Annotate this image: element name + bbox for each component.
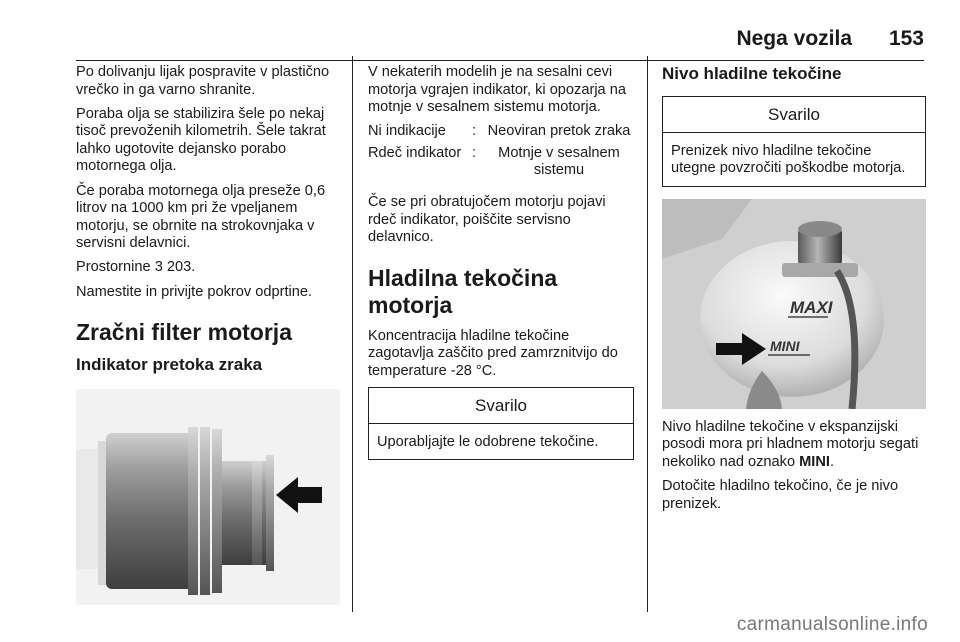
indicator-term: Rdeč indikator: [368, 144, 462, 161]
figure-airflow-indicator: [76, 389, 340, 605]
header-rule: [76, 60, 924, 61]
column-1: [76, 64, 340, 605]
header-title: Nega vozila: [736, 27, 852, 50]
column-divider-1: [352, 56, 353, 612]
watermark: carmanualsonline.info: [736, 614, 928, 635]
indicator-row: [368, 145, 634, 180]
paragraph-oil-limit: Če poraba motornega olja preseže 0,6 litrov na 1000 km pri že vpeljanem motorju, se obrnite na strokovnjaka v servisni delavnici.: [76, 182, 326, 252]
indicator-row: [368, 123, 634, 141]
paragraph-cap: Namestite in privijte pokrov odprtine.: [76, 283, 313, 300]
indicator-term: Ni indikacije: [368, 123, 446, 140]
warning-title: Svarilo: [369, 388, 633, 424]
label-min: MINI: [770, 337, 800, 354]
paragraph-red-indicator: Če se pri obratujočem motorju pojavi rdeč indikator, poiščite servisno delavnico.: [368, 194, 606, 246]
capacities-text: Prostornine: [76, 259, 155, 276]
indicator-meaning: Neoviran pretok zraka: [487, 123, 631, 140]
warning-body: Uporabljajte le odobrene tekočine.: [377, 433, 599, 450]
paragraph-indicator-intro: V nekaterih modelih je na sesalni cevi motorja vgrajen indikator, ki opozarja na motnje v sesalnem sistemu motorja.: [368, 64, 626, 116]
subheading-coolant-level: Nivo hladilne tekočine: [662, 64, 842, 83]
level-text-end: .: [829, 453, 834, 470]
page-reference-icon: 3: [154, 259, 163, 276]
heading-air-filter: Zračni filter motorja: [76, 319, 292, 346]
column-2: [368, 64, 634, 472]
warning-box-level: [662, 96, 926, 187]
paragraph-top-up: Dotočite hladilno tekočino, če je nivo prenizek.: [662, 478, 899, 512]
paragraph-level-instruction: [662, 419, 926, 472]
column-divider-2: [647, 56, 648, 612]
figure-coolant-reservoir: [662, 199, 926, 409]
capacities-page-ref[interactable]: 203.: [162, 259, 196, 276]
warning-body: Prenizek nivo hladilne tekočine utegne povzročiti poškodbe motorja.: [671, 142, 906, 177]
min-mark-label: MINI: [799, 453, 830, 470]
indicator-separator: :: [472, 144, 477, 161]
paragraph-oil-consumption: Poraba olja se stabilizira šele po nekaj tisoč prevoženih kilometrih. Šele takrat lahko ugotovite dejansko porabo motornega olja.: [76, 105, 326, 175]
indicator-separator: :: [472, 123, 477, 140]
label-max: MAXI: [790, 297, 833, 317]
column-3: [662, 64, 926, 520]
paragraph-capacities: [76, 259, 340, 277]
heading-coolant: Hladilna tekočina motorja: [368, 264, 558, 318]
indicator-meaning: Motnje v sesalnem sistemu: [498, 144, 620, 179]
paragraph-funnel: Po dolivanju lijak pospravite v plastično vrečko in ga varno shranite.: [76, 64, 330, 98]
level-text: Nivo hladilne tekočine v ekspanzijski posodi mora pri hladnem motorju segati nekoliko nad oznako: [662, 418, 919, 470]
indicator-definitions: [368, 123, 634, 180]
warning-title: Svarilo: [663, 97, 925, 133]
page-header: [0, 20, 960, 56]
warning-box-coolant: [368, 387, 634, 460]
paragraph-coolant-concentration: Koncentracija hladilne tekočine zagotavlja zaščito pred zamrznitvijo do temperature -28 °C.: [368, 327, 618, 380]
page-number: 153: [888, 27, 924, 50]
subheading-airflow-indicator: Indikator pretoka zraka: [76, 355, 263, 375]
